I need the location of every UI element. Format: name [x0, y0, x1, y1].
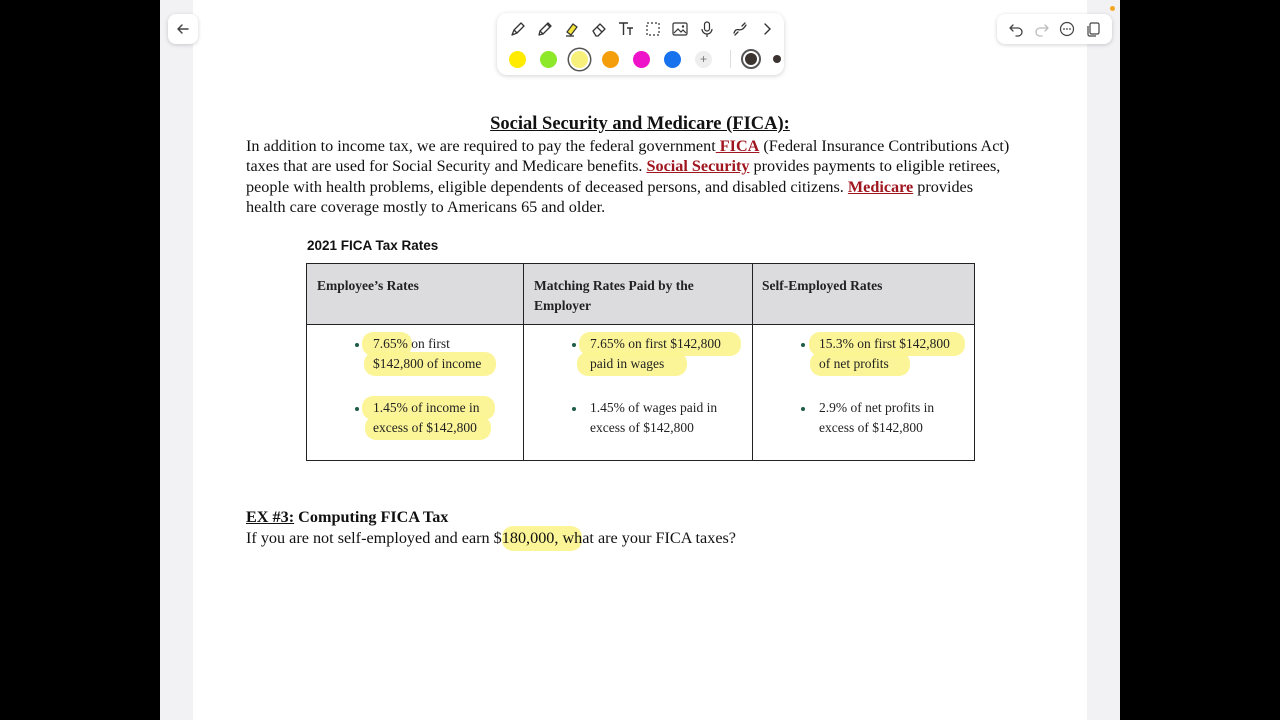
intro-text-1: In addition to income tax, we are required to pay the federal government — [246, 137, 716, 155]
image-tool-button[interactable] — [667, 16, 693, 42]
arrow-left-icon — [176, 22, 190, 36]
intro-text-3: provides payments to eligible retirees, people with health problems, eligible dependents of deceased persons, and disabled citizens. — [246, 157, 1001, 196]
eraser-tool-button[interactable] — [586, 16, 612, 42]
document-title: Social Security and Medicare (FICA): — [490, 114, 790, 134]
header-employer-line-1: Matching Rates Paid by the — [534, 278, 694, 293]
redo-icon — [1034, 21, 1050, 37]
back-button[interactable] — [168, 14, 198, 44]
chevron-right-icon — [758, 20, 776, 38]
more-icon — [1059, 21, 1075, 37]
question-amount: $180,000, — [493, 529, 559, 547]
employer-rate-2-line-2: excess of $142,800 — [590, 420, 694, 435]
color-swatch-blue[interactable] — [664, 51, 681, 68]
color-swatch-green[interactable] — [540, 51, 557, 68]
intro-text-4: provides health care coverage mostly to Americans 65 and older. — [246, 177, 974, 216]
fica-term: FICA — [715, 137, 760, 155]
question-text-1: If you are not self-employed and earn — [246, 529, 494, 547]
more-tools-button[interactable] — [754, 16, 780, 42]
notification-dot — [1110, 6, 1115, 11]
pages-icon — [1085, 21, 1101, 37]
pen-tool-button[interactable] — [505, 16, 531, 42]
highlighter-tool-button[interactable] — [559, 16, 585, 42]
pencil-icon — [536, 20, 554, 38]
bullet — [355, 407, 359, 411]
bullet — [355, 343, 359, 347]
bullet — [572, 407, 576, 411]
table-title: 2021 FICA Tax Rates — [307, 238, 439, 253]
self-rate-2-line-2: excess of $142,800 — [819, 420, 923, 435]
color-swatch-orange[interactable] — [602, 51, 619, 68]
employer-rate-2-line-1: 1.45% of wages paid in — [590, 400, 718, 415]
self-rate-2-line-1: 2.9% of net profits in — [819, 400, 935, 415]
redo-button[interactable] — [1031, 18, 1053, 40]
header-employee: Employee’s Rates — [317, 278, 419, 293]
right-toolbar — [997, 14, 1112, 44]
shape-tool-button[interactable] — [727, 16, 753, 42]
eraser-icon — [590, 20, 608, 38]
employee-rate-1-text: on first — [407, 336, 450, 351]
fica-rates-table — [306, 263, 975, 461]
employee-rate-2-line-1: 1.45% of income in — [373, 400, 480, 415]
color-swatch-magenta[interactable] — [633, 51, 650, 68]
employer-rate-1-line-1: 7.65% on first $142,800 — [590, 336, 721, 351]
lasso-icon — [644, 20, 662, 38]
employee-rate-2-line-2: excess of $142,800 — [373, 420, 477, 435]
image-icon — [671, 20, 689, 38]
employer-rate-1-line-2: paid in wages — [590, 356, 665, 371]
pen-size-selected[interactable] — [741, 49, 761, 69]
toolbar-separator — [730, 50, 731, 68]
pages-button[interactable] — [1082, 18, 1104, 40]
document-page[interactable] — [193, 0, 1087, 720]
self-rate-1-line-2: of net profits — [819, 356, 889, 371]
column-divider — [752, 264, 753, 460]
undo-button[interactable] — [1005, 18, 1027, 40]
question-text-2: what are your FICA taxes? — [558, 529, 736, 547]
social-security-term: Social Security — [646, 157, 750, 176]
intro-text-2: (Federal Insurance Contributions Act) taxes that are used for Social Security and Medicare benefits. — [246, 137, 1010, 176]
table-header-row — [307, 264, 974, 325]
mic-icon — [698, 20, 716, 38]
employee-rate-1-line-1 — [373, 334, 450, 354]
tool-row — [505, 16, 781, 42]
shape-icon — [731, 20, 749, 38]
color-swatch-row — [509, 48, 781, 70]
drawing-toolbar — [497, 13, 784, 75]
mic-tool-button[interactable] — [694, 16, 720, 42]
color-swatch-yellow[interactable] — [509, 51, 526, 68]
column-divider — [523, 264, 524, 460]
employee-rate-1-value: 7.65% — [373, 336, 408, 351]
highlighter-icon — [563, 20, 581, 38]
pencil-tool-button[interactable] — [532, 16, 558, 42]
note-app — [160, 0, 1120, 720]
lasso-tool-button[interactable] — [640, 16, 666, 42]
example-question — [246, 528, 736, 548]
bullet — [801, 343, 805, 347]
text-icon — [617, 20, 635, 38]
example-heading — [246, 508, 448, 527]
header-employer-line-2: Employer — [534, 298, 591, 313]
self-rate-1-line-1: 15.3% on first $142,800 — [819, 336, 950, 351]
header-self-employed: Self-Employed Rates — [762, 278, 883, 293]
undo-icon — [1008, 21, 1024, 37]
more-options-button[interactable] — [1056, 18, 1078, 40]
medicare-term: Medicare — [847, 177, 914, 196]
color-swatch-light-yellow-selected[interactable] — [571, 51, 588, 68]
add-color-button[interactable]: + — [695, 51, 712, 68]
text-tool-button[interactable] — [613, 16, 639, 42]
example-title: Computing FICA Tax — [294, 508, 449, 526]
bullet — [801, 407, 805, 411]
pen-size-small[interactable] — [773, 55, 781, 63]
employee-rate-1-line-2: $142,800 of income — [373, 356, 482, 371]
bullet — [572, 343, 576, 347]
example-label: EX #3: — [246, 508, 295, 526]
pen-size-dot — [745, 53, 757, 65]
pen-icon — [509, 20, 527, 38]
intro-paragraph — [246, 136, 1016, 217]
